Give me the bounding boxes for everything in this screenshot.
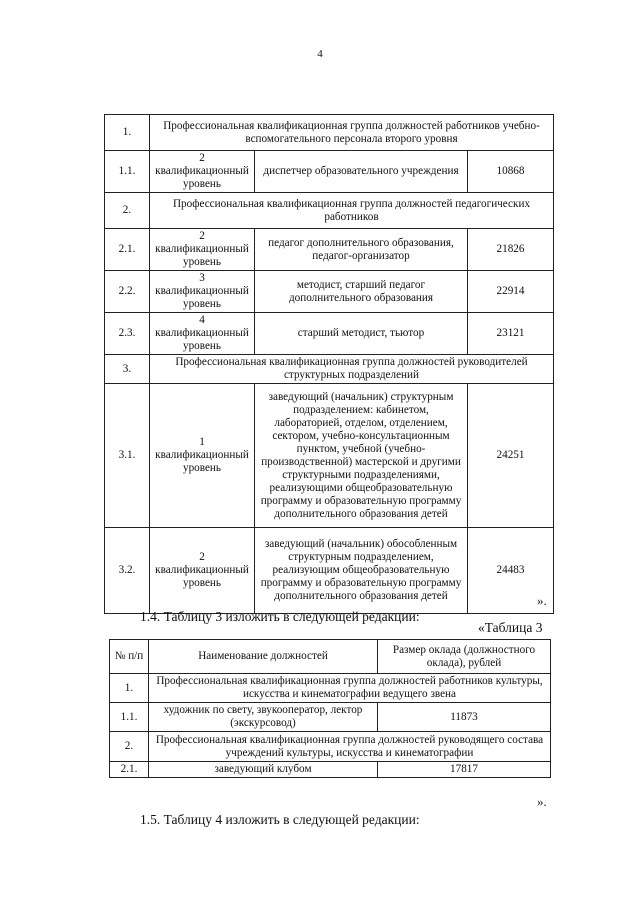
qualification-level: 1 квалификационный уровень — [150, 384, 255, 528]
table-row — [105, 384, 554, 528]
closing-quote: ». — [537, 593, 547, 608]
row-number: 2.1. — [110, 762, 149, 778]
group-title: Профессиональная квалификационная группа должностей работников культуры, искусства и кинематографии ведущего звена — [149, 674, 551, 703]
position-name: заведующий (начальник) обособленным структурным подразделением, реализующим общеобразовательную программу и образовательную программу дополнительного образования детей — [255, 528, 468, 614]
position-name: заведующий (начальник) структурным подразделением: кабинетом, лабораторией, отделом, отделением, сектором, учебно-консультационным пунктом, учебной (учебно-производственной) мастерской и другими структурными подразделениями, реализующими общеобразовательную программу и образовательную программу дополнительного образования детей — [255, 384, 468, 528]
table-row — [110, 703, 551, 732]
salary-value: 17817 — [378, 762, 551, 778]
row-number: 3.1. — [105, 384, 150, 528]
salary-value: 10868 — [468, 151, 554, 193]
table-row-group — [110, 732, 551, 762]
row-number: 3.2. — [105, 528, 150, 614]
position-name: методист, старший педагог дополнительного образования — [255, 271, 468, 313]
salary-value: 11873 — [378, 703, 551, 732]
table-row — [110, 762, 551, 778]
qualification-level: 2 квалификационный уровень — [150, 528, 255, 614]
row-number: 2.2. — [105, 271, 150, 313]
table-row-group — [105, 355, 554, 384]
position-name: диспетчер образовательного учреждения — [255, 151, 468, 193]
table-row — [105, 229, 554, 271]
row-number: 3. — [105, 355, 150, 384]
header-salary: Размер оклада (должностного оклада), рублей — [378, 640, 551, 674]
header-position-name: Наименование должностей — [149, 640, 378, 674]
group-title: Профессиональная квалификационная группа должностей работников учебно-вспомогательного персонала второго уровня — [150, 115, 554, 151]
position-name: старший методист, тьютор — [255, 313, 468, 355]
paragraph-1-4: 1.4. Таблицу 3 изложить в следующей редакции: — [140, 609, 420, 624]
qualification-level: 3 квалификационный уровень — [150, 271, 255, 313]
group-title: Профессиональная квалификационная группа должностей руководителей структурных подразделений — [150, 355, 554, 384]
row-number: 2. — [105, 193, 150, 229]
table-header-row — [110, 640, 551, 674]
position-name: заведующий клубом — [149, 762, 378, 778]
row-number: 1. — [110, 674, 149, 703]
row-number: 1. — [105, 115, 150, 151]
group-title: Профессиональная квалификационная группа должностей педагогических работников — [150, 193, 554, 229]
row-number: 2.3. — [105, 313, 150, 355]
salary-value: 21826 — [468, 229, 554, 271]
paragraph-1-5: 1.5. Таблицу 4 изложить в следующей редакции: — [140, 812, 420, 827]
qualification-level: 2 квалификационный уровень — [150, 151, 255, 193]
salary-table-3 — [109, 639, 551, 778]
qualification-level: 4 квалификационный уровень — [150, 313, 255, 355]
table-row — [105, 151, 554, 193]
table-row — [105, 313, 554, 355]
salary-table-2 — [104, 114, 554, 614]
salary-value: 23121 — [468, 313, 554, 355]
row-number: 1.1. — [105, 151, 150, 193]
group-title: Профессиональная квалификационная группа должностей руководящего состава учреждений культуры, искусства и кинематографии — [149, 732, 551, 762]
qualification-level: 2 квалификационный уровень — [150, 229, 255, 271]
closing-quote: ». — [537, 794, 547, 809]
salary-value: 22914 — [468, 271, 554, 313]
row-number: 1.1. — [110, 703, 149, 732]
table-caption: «Таблица 3 — [478, 620, 543, 635]
position-name: художник по свету, звукооператор, лектор (экскурсовод) — [149, 703, 378, 732]
table-row-group — [105, 193, 554, 229]
position-name: педагог дополнительного образования, педагог-организатор — [255, 229, 468, 271]
salary-value: 24251 — [468, 384, 554, 528]
page-number: 4 — [317, 48, 323, 60]
row-number: 2.1. — [105, 229, 150, 271]
table-row — [105, 528, 554, 614]
header-number: № п/п — [110, 640, 149, 674]
row-number: 2. — [110, 732, 149, 762]
table-row-group — [105, 115, 554, 151]
salary-value: 24483 — [468, 528, 554, 614]
table-row — [105, 271, 554, 313]
table-row-group — [110, 674, 551, 703]
